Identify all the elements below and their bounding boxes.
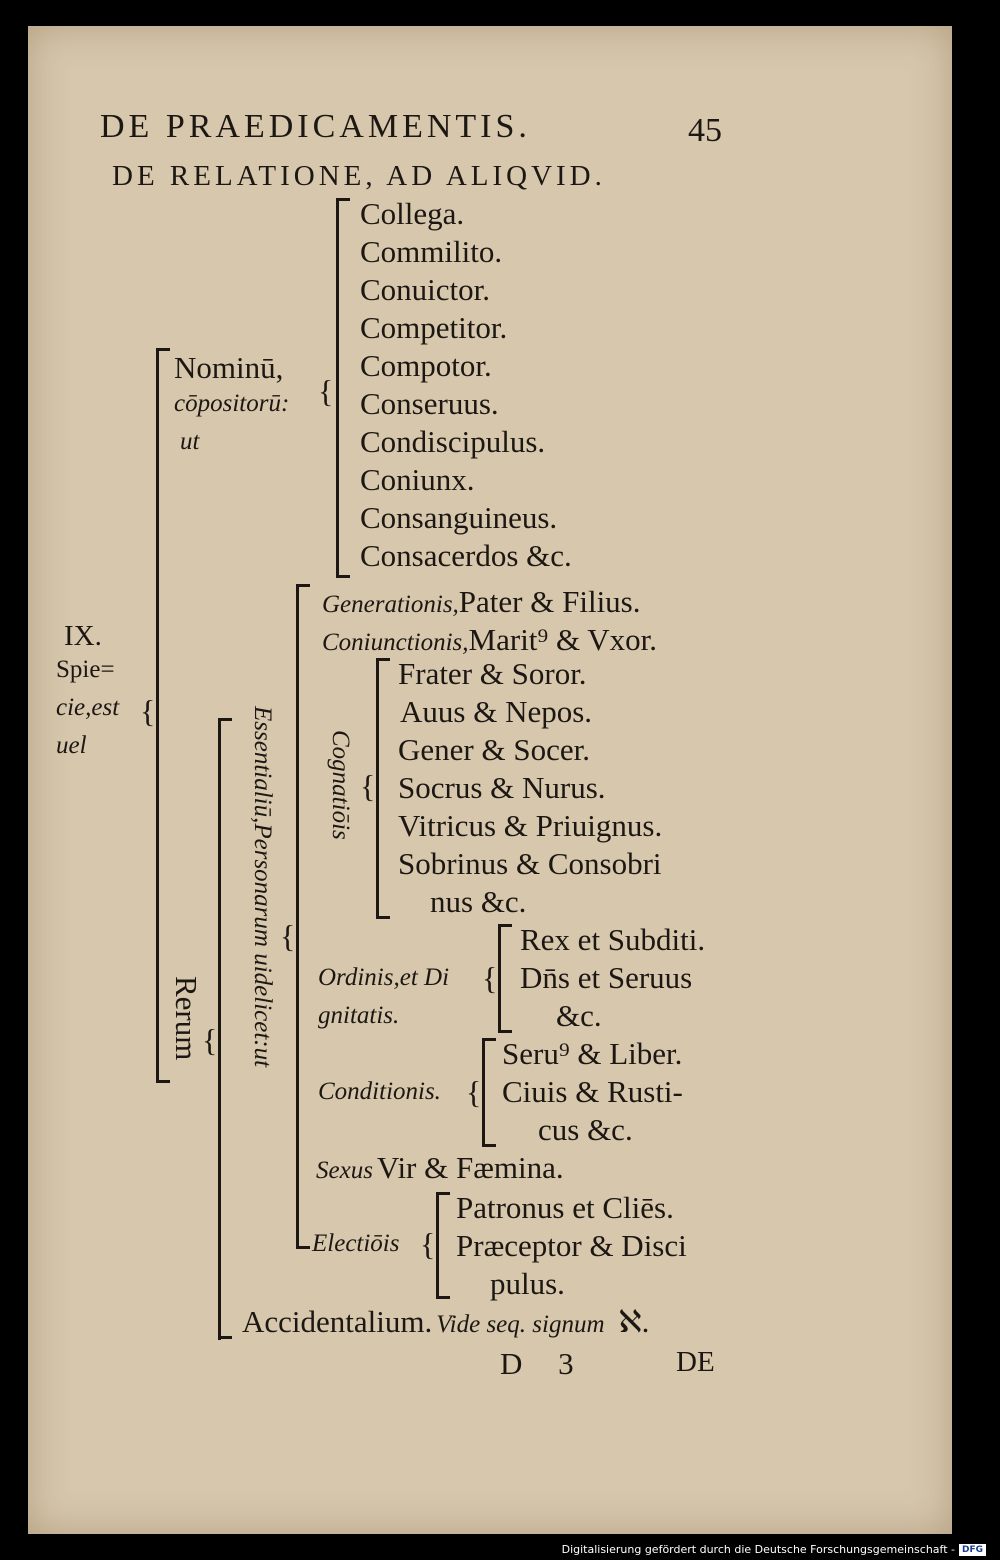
ordinis-label: Ordinis,et Di <box>318 964 450 991</box>
brace-glyph: { <box>360 768 376 804</box>
conditionis-bracket-line <box>482 1040 485 1146</box>
dignitatis-label: gnitatis. <box>318 1002 400 1029</box>
sexus-label: Sexus <box>316 1157 373 1184</box>
species-bracket-line <box>156 350 159 1082</box>
rerum-bracket-line <box>218 720 221 1340</box>
coniunctionis-row <box>322 622 657 658</box>
sexus-row <box>316 1150 564 1186</box>
bracket-top <box>436 1192 450 1195</box>
brace-glyph: { <box>280 918 296 954</box>
bracket-bottom <box>156 1080 170 1083</box>
list-item: pulus. <box>490 1266 565 1301</box>
page-header-title: DE PRAEDICAMENTIS. <box>100 108 531 145</box>
brace-glyph: { <box>202 1022 218 1058</box>
rerum-label: Rerum <box>169 976 204 1061</box>
list-item: Coniunx. <box>360 462 475 497</box>
bracket-top <box>156 348 170 351</box>
sexus-text: Vir & Fæmina. <box>376 1150 564 1185</box>
nominum-label: Nominū, <box>174 350 284 385</box>
section-subtitle: DE RELATIONE, AD ALIQVID. <box>112 160 606 192</box>
dfg-logo: DFG <box>959 1544 986 1556</box>
ordinis-bracket-line <box>498 926 501 1032</box>
list-item: Vitricus & Priuignus. <box>398 808 663 843</box>
bracket-top <box>482 1038 496 1041</box>
bracket-bottom <box>436 1296 450 1299</box>
list-item: Conuictor. <box>360 272 491 307</box>
catchword: DE <box>676 1346 715 1378</box>
brace-glyph: { <box>466 1074 482 1110</box>
nominum-bracket-line <box>336 200 339 578</box>
bracket-bottom <box>336 575 350 578</box>
page-number: 45 <box>688 112 722 149</box>
bracket-bottom <box>218 1336 232 1339</box>
list-item: Gener & Socer. <box>398 732 590 767</box>
ut-label: ut <box>180 428 200 455</box>
essentialium-label: Essentialiū,Personarum uidelicet:ut <box>249 706 276 1068</box>
electionis-bracket-line <box>436 1194 439 1298</box>
accidentalium-row <box>242 1304 649 1340</box>
list-item: Collega. <box>360 196 465 231</box>
cognationis-bracket-line <box>376 660 379 918</box>
brace-glyph: { <box>318 373 334 409</box>
bracket-bottom <box>376 916 390 919</box>
list-item: Commilito. <box>360 234 503 269</box>
bracket-bottom <box>498 1030 512 1033</box>
species-label-3: uel <box>56 732 87 759</box>
list-item: &c. <box>556 998 602 1033</box>
accidentalium-text: Accidentalium. <box>242 1304 433 1339</box>
bracket-top <box>296 584 310 587</box>
electionis-label: Electiōis <box>312 1230 400 1257</box>
footer-text: Digitalisierung gefördert durch die Deutsche Forschungsgemeinschaft - <box>561 1543 955 1556</box>
list-item: Conseruus. <box>360 386 499 421</box>
signature-mark: D 3 <box>500 1346 588 1381</box>
compositorum-label: cōpositorū: <box>174 390 290 417</box>
bracket-bottom <box>296 1246 310 1249</box>
species-label: Spie= <box>56 656 115 683</box>
generationis-text: Pater & Filius. <box>458 584 641 619</box>
accidentalium-note: Vide seq. signum <box>436 1311 605 1338</box>
list-item: Dn̄s et Seruus <box>520 960 693 995</box>
coniunctionis-text: Marit⁹ & Vxor. <box>468 622 658 657</box>
essentialium-bracket-line <box>296 586 299 1248</box>
bracket-top <box>376 658 390 661</box>
digitization-footer <box>562 1543 986 1556</box>
list-item: Socrus & Nurus. <box>398 770 606 805</box>
cognationis-label: Cognatiōis <box>327 730 354 840</box>
list-item: Consacerdos &c. <box>360 538 572 573</box>
list-item: Rex et Subditi. <box>520 922 706 957</box>
brace-glyph: { <box>420 1226 436 1262</box>
list-item: Ciuis & Rusti- <box>502 1074 683 1109</box>
list-item: nus &c. <box>430 884 527 919</box>
species-label-2: cie,est <box>56 694 120 721</box>
coniunctionis-label: Coniunctionis, <box>322 629 469 656</box>
list-item: Seru⁹ & Liber. <box>502 1036 683 1071</box>
list-item: Sobrinus & Consobri <box>398 846 662 881</box>
list-item: Compotor. <box>360 348 492 383</box>
list-item: Auus & Nepos. <box>400 694 593 729</box>
list-item: Condiscipulus. <box>360 424 546 459</box>
brace-glyph: { <box>140 693 156 729</box>
conditionis-label: Conditionis. <box>318 1078 441 1105</box>
bracket-top <box>336 198 350 201</box>
list-item: Consanguineus. <box>360 500 558 535</box>
list-item: Præceptor & Disci <box>456 1228 687 1263</box>
list-item: cus &c. <box>538 1112 633 1147</box>
list-item: Patronus et Cliēs. <box>456 1190 674 1225</box>
aleph-sign-icon: ℵ. <box>618 1304 650 1339</box>
brace-glyph: { <box>482 960 498 996</box>
list-item: Frater & Soror. <box>398 656 587 691</box>
generationis-label: Generationis, <box>322 591 459 618</box>
bracket-top <box>498 924 512 927</box>
generationis-row <box>322 584 641 620</box>
numeral-label: IX. <box>64 620 102 652</box>
bracket-top <box>218 718 232 721</box>
list-item: Competitor. <box>360 310 508 345</box>
bracket-bottom <box>482 1144 496 1147</box>
